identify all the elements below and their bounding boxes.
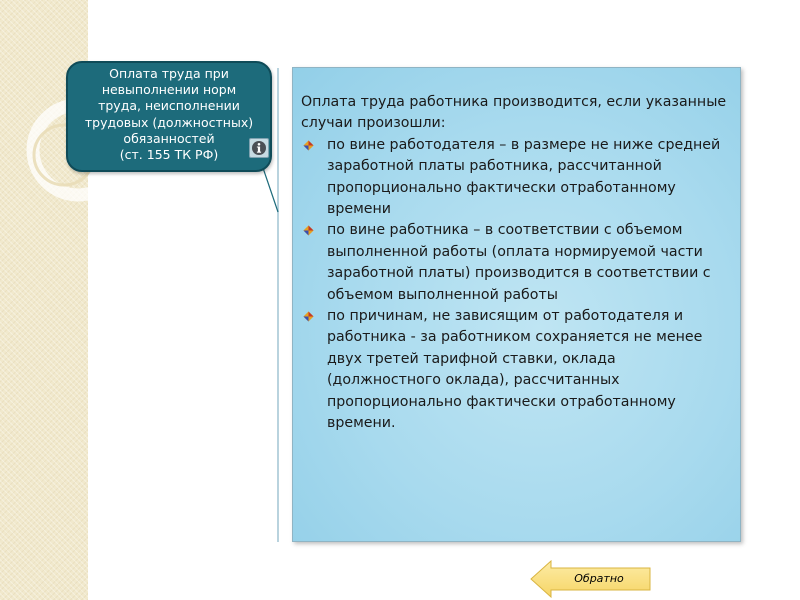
callout-article-reference: (ст. 155 ТК РФ) [119,147,219,163]
bullet-icon [303,311,314,322]
panel-intro-text: Оплата труда работника производится, если указанные случаи произошли: [301,94,727,132]
back-button[interactable] [530,560,652,598]
list-item [301,135,732,221]
bullet-icon [303,140,314,151]
callout-title: Оплата труда при невыполнении норм труда, неисполнении трудовых (должностных) обязанностей [84,66,254,146]
list-item [301,220,732,306]
list-item [301,306,732,434]
info-icon [251,140,267,156]
content-panel [292,67,741,542]
vertical-divider [277,68,279,542]
list-item-text: по причинам, не зависящим от работодателя и работника - за работником сохраняется не менее двух третей тарифной ставки, оклада (должностного оклада), рассчитанных пропорционально фактически отработанному времени. [327,308,703,432]
topic-callout [66,61,272,172]
bullet-icon [303,225,314,236]
info-button[interactable] [249,138,269,158]
list-item-text: по вине работодателя – в размере не ниже средней заработной платы работника, рассчитанной пропорционально фактически отработанному времени [327,136,721,218]
list-item-text: по вине работника – в соответствии с объемом выполненной работы (оплата нормируемой части заработной платы) производится в соответствии с объемом выполненной работы [327,222,711,303]
conditions-list [301,135,732,435]
back-button-label: Обратно [574,572,624,585]
